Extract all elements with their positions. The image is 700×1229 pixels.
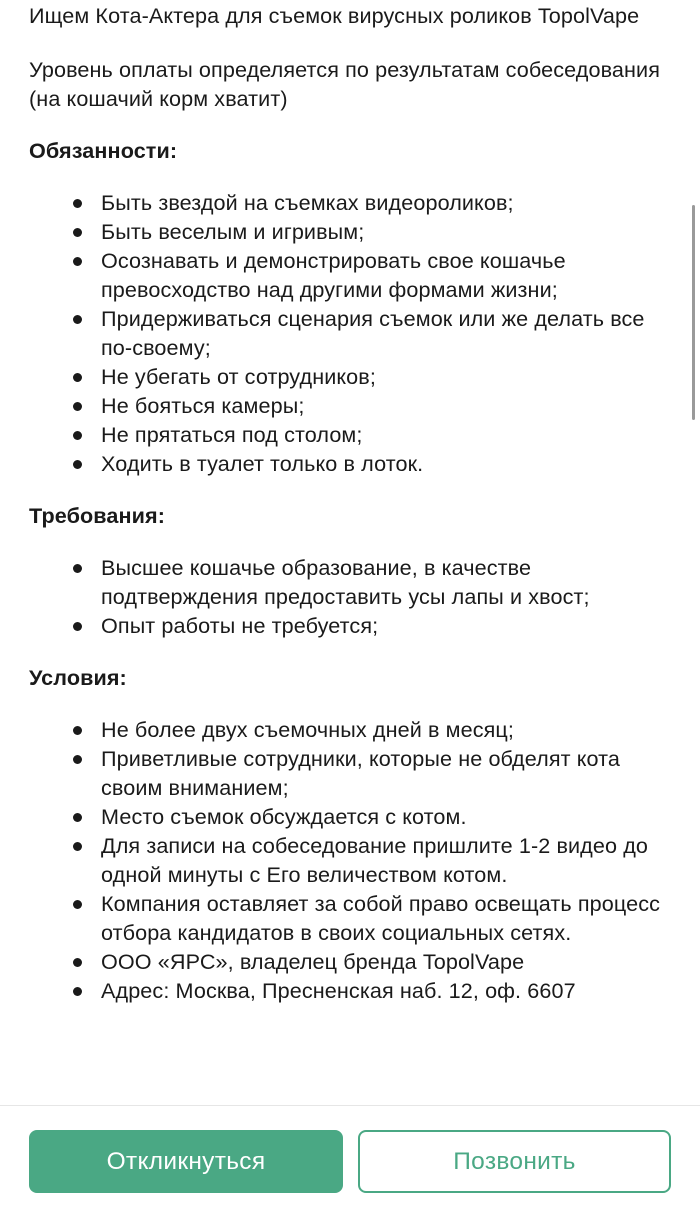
duties-title: Обязанности: [29,138,178,163]
requirements-title: Требования: [29,503,166,528]
list-item: Высшее кошачье образование, в качестве подтверждения предоставить усы лапы и хвост; [29,553,672,611]
list-item: Компания оставляет за собой право освещать процесс отбора кандидатов в своих социальных сетях. [29,889,672,947]
list-item: Осознавать и демонстрировать свое кошачье превосходство над другими формами жизни; [29,246,672,304]
list-item: Адрес: Москва, Пресненская наб. 12, оф. 6607 [29,976,672,1005]
list-item: Не более двух съемочных дней в месяц; [29,715,672,744]
conditions-title: Условия: [29,665,127,690]
list-item: Ходить в туалет только в лоток. [29,449,672,478]
action-footer [0,1105,700,1229]
list-item: Не убегать от сотрудников; [29,362,672,391]
scrollbar[interactable] [692,205,695,420]
list-item: Для записи на собеседование пришлите 1-2 видео до одной минуты с Его величеством котом. [29,831,672,889]
salary-info: Уровень оплаты определяется по результатам собеседования (на кошачий корм хватит) [29,57,661,111]
conditions-list [29,715,672,1005]
list-item: Не прятаться под столом; [29,420,672,449]
requirements-list [29,553,672,640]
list-item: Приветливые сотрудники, которые не обделят кота своим вниманием; [29,744,672,802]
list-item: Быть звездой на съемках видеороликов; [29,188,672,217]
vacancy-title: Ищем Кота-Актера для съемок вирусных роликов TopolVape [29,3,640,28]
list-item: Место съемок обсуждается с котом. [29,802,672,831]
call-button[interactable]: Позвонить [358,1130,671,1193]
duties-list [29,188,672,478]
respond-button[interactable]: Откликнуться [29,1130,343,1193]
list-item: ООО «ЯРС», владелец бренда TopolVape [29,947,672,976]
list-item: Не бояться камеры; [29,391,672,420]
list-item: Быть веселым и игривым; [29,217,672,246]
list-item: Опыт работы не требуется; [29,611,672,640]
list-item: Придерживаться сценария съемок или же делать все по-своему; [29,304,672,362]
